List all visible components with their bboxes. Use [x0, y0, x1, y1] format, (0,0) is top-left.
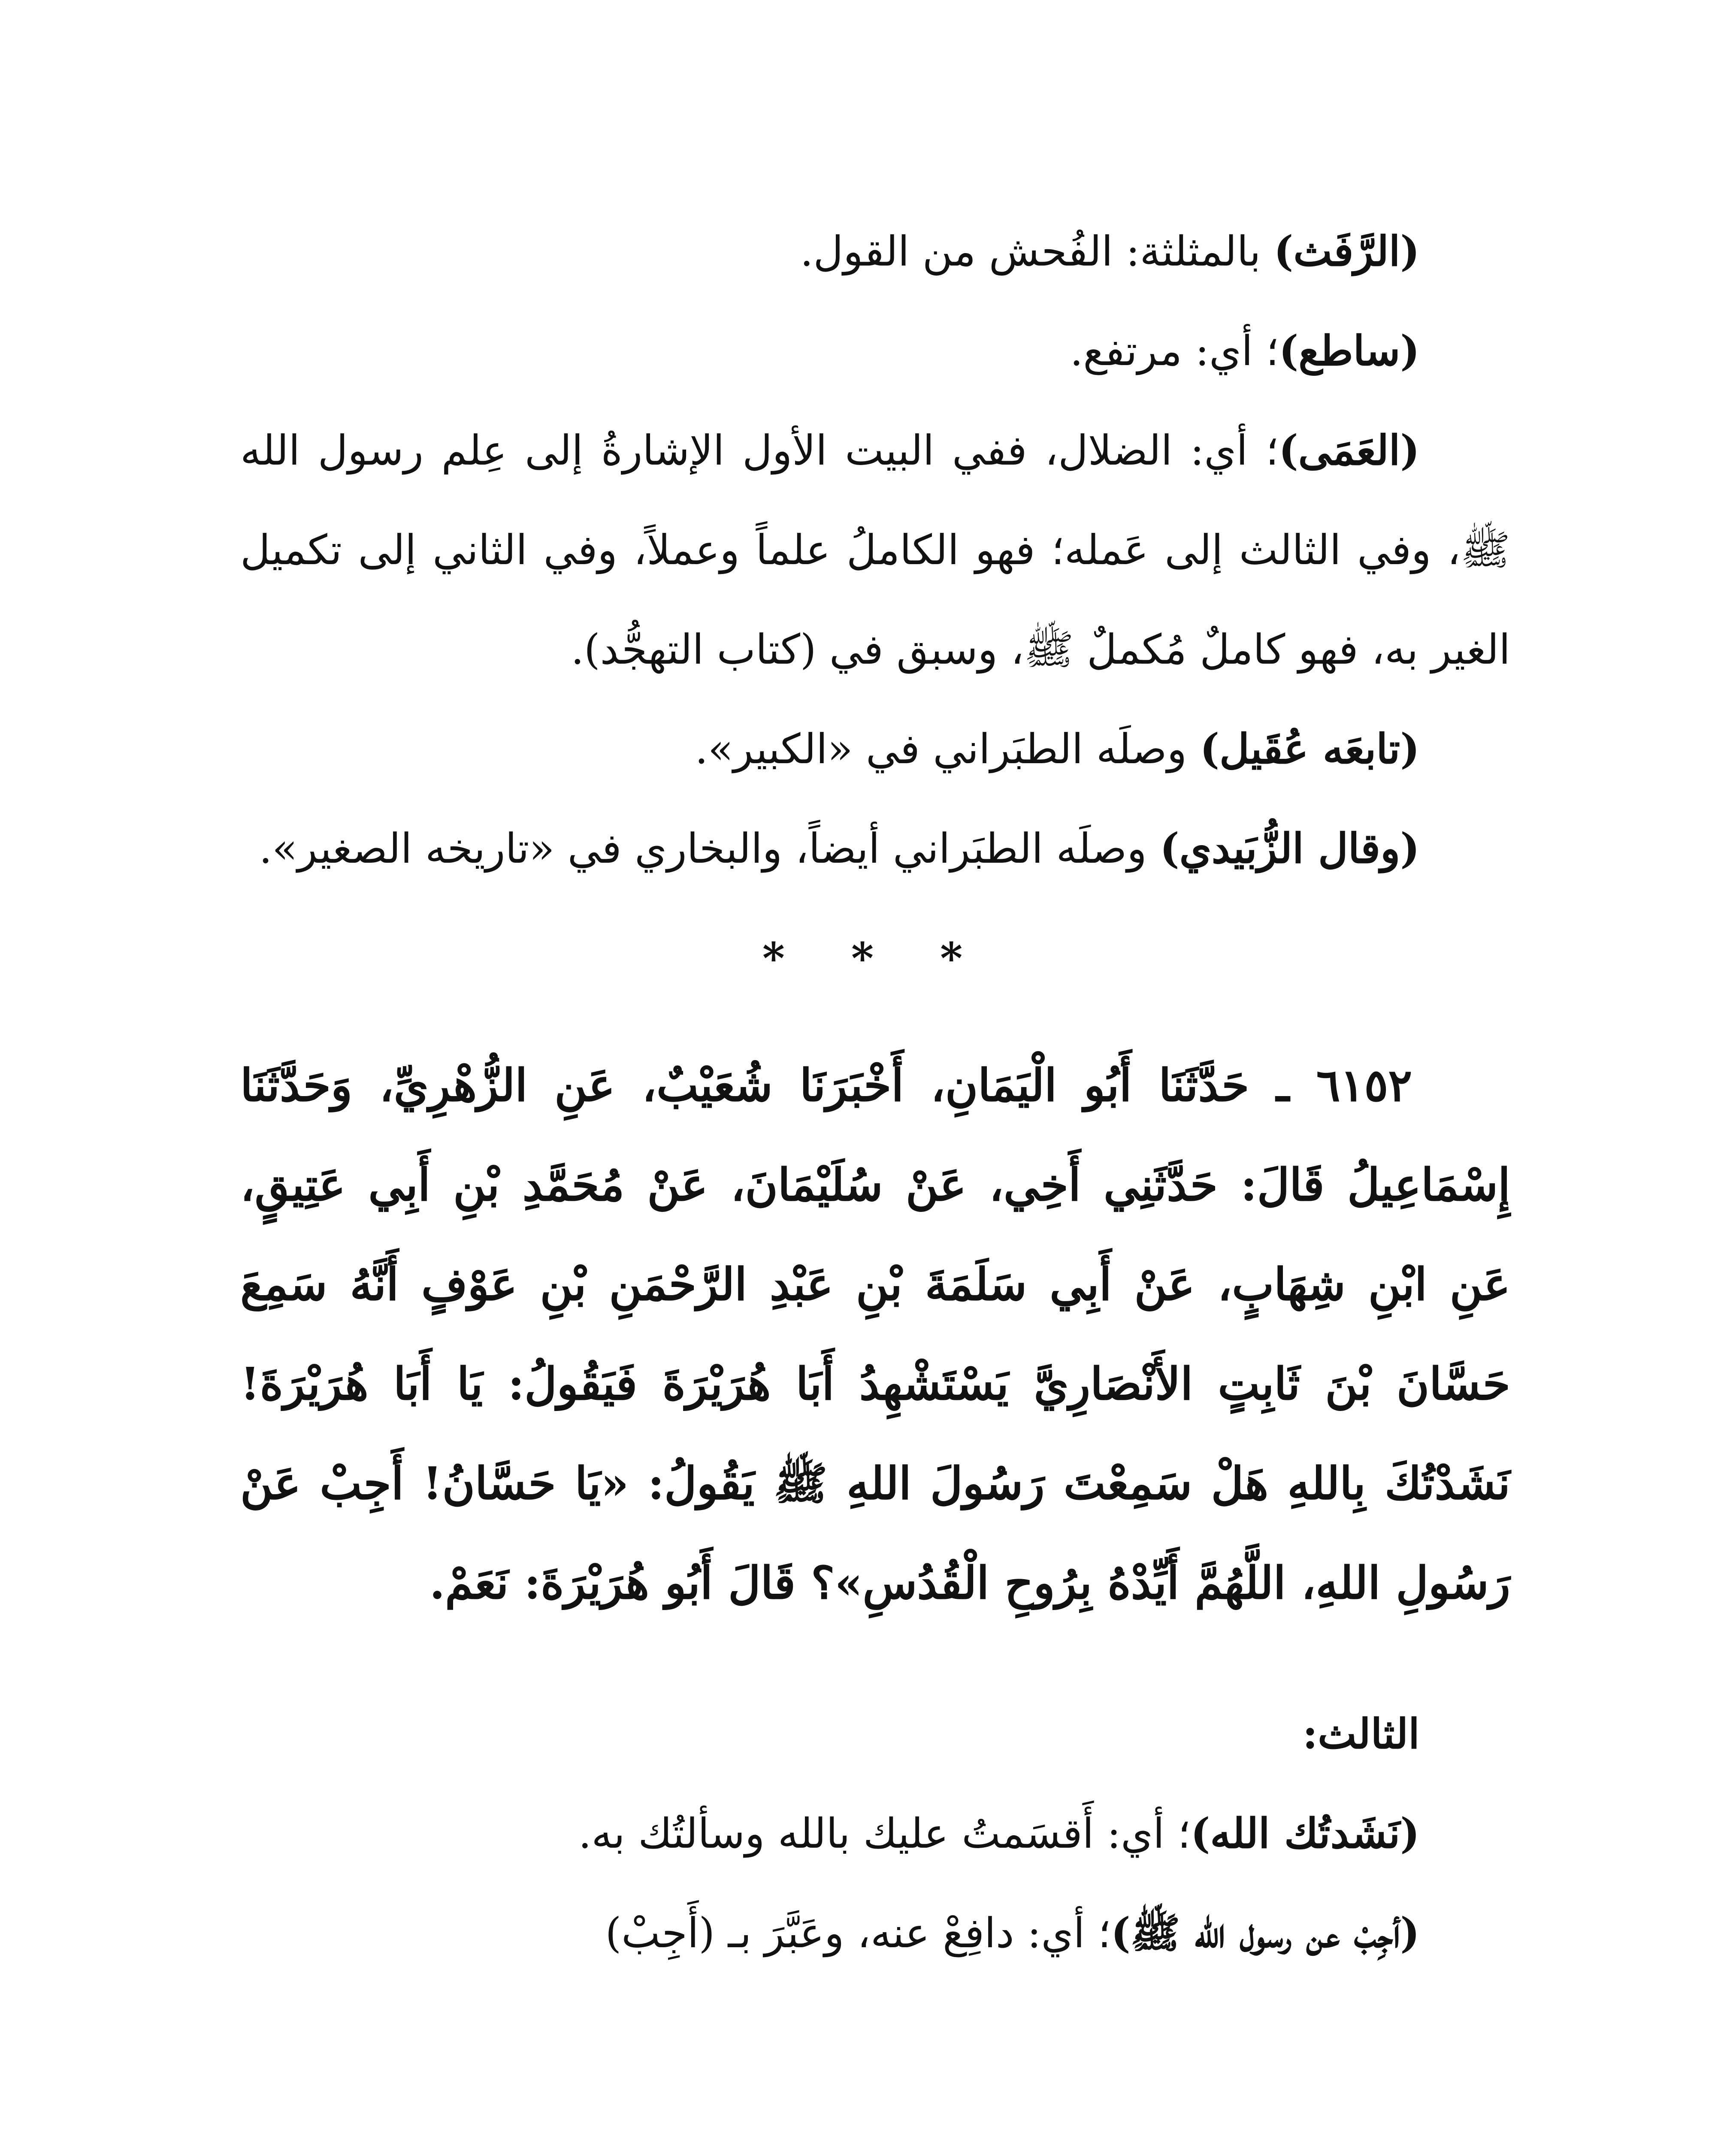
- hadith-text-block: [240, 1036, 1510, 1633]
- commentary-top: [240, 202, 1510, 898]
- commentary-term: (العَمَى): [1279, 426, 1420, 474]
- commentary-text: وصلَه الطبَراني أيضاً، والبخاري في «تاريخه الصغير».: [259, 825, 1160, 873]
- commentary-term: (تابعَه عُقَيل): [1200, 725, 1420, 773]
- commentary-term: (الرَّفَث): [1273, 227, 1420, 275]
- commentary-term: (وقال الزُّبَيدي): [1160, 824, 1420, 873]
- book-page: [240, 202, 1510, 2145]
- commentary-text: ؛ أي: دافِعْ عنه، وعَبَّرَ بـ (أَجِبْ): [605, 1909, 1111, 1957]
- commentary-paragraph: [240, 301, 1510, 401]
- hadith-body: حَدَّثَنَا أَبُو الْيَمَانِ، أَخْبَرَنَا شُعَيْبٌ، عَنِ الزُّهْرِيِّ، وَحَدَّثَنَا إِسْمَاعِيلُ قَالَ: حَدَّثَنِي أَخِي، عَنْ سُلَيْمَانَ، عَنْ مُحَمَّدِ بْنِ أَبِي عَتِيقٍ، عَنِ ابْنِ شِهَابٍ، عَنْ أَبِي سَلَمَةَ بْنِ عَبْدِ الرَّحْمَنِ بْنِ عَوْفٍ أَنَّهُ سَمِعَ حَسَّانَ بْنَ ثَابِتٍ الأَنْصَارِيَّ يَسْتَشْهِدُ أَبَا هُرَيْرَةَ فَيَقُولُ: يَا أَبَا هُرَيْرَةَ! نَشَدْتُكَ بِاللهِ هَلْ سَمِعْتَ رَسُولَ اللهِ ﷺ يَقُولُ: «يَا حَسَّانُ! أَجِبْ عَنْ رَسُولِ اللهِ، اللَّهُمَّ أَيِّدْهُ بِرُوحِ الْقُدُسِ»؟ قَالَ أَبُو هُرَيْرَةَ: نَعَمْ.: [240, 1059, 1510, 1609]
- commentary-paragraph: [240, 799, 1510, 898]
- commentary-term: (أجِبْ عن رسول الله ﷺ): [1111, 1909, 1420, 1957]
- commentary-paragraph: [240, 699, 1510, 799]
- section-separator: * * *: [762, 933, 989, 984]
- commentary-text: ؛ أي: مرتفع.: [1070, 327, 1279, 375]
- hadith-number: ٦١٥٢ ـ: [1276, 1059, 1412, 1112]
- commentary-text: ؛ أي: أَقسَمتُ عليك بالله وسألتُك به.: [578, 1810, 1191, 1858]
- commentary-paragraph: [240, 401, 1510, 699]
- commentary-paragraph: [240, 202, 1510, 301]
- commentary-bottom: [240, 1784, 1510, 1983]
- commentary-text: ؛ أي: الضلال، ففي البيت الأول الإشارةُ إلى عِلم رسول الله ﷺ، وفي الثالث إلى عَمله؛ فهو الكاملُ علماً وعملاً، وفي الثاني إلى تكميل الغير به، فهو كاملٌ مُكملٌ ﷺ، وسبق في (كتاب التهجُّد).: [240, 426, 1510, 674]
- commentary-term: (ساطع): [1279, 326, 1420, 375]
- commentary-text: بالمثلثة: الفُحش من القول.: [800, 227, 1274, 275]
- commentary-text: وصلَه الطبَراني في «الكبير».: [695, 725, 1200, 773]
- commentary-term: (نَشَدتُك الله): [1191, 1809, 1420, 1858]
- commentary-paragraph: [240, 1883, 1510, 1983]
- section-heading: الثالث:: [1302, 1710, 1420, 1758]
- commentary-paragraph: [240, 1784, 1510, 1883]
